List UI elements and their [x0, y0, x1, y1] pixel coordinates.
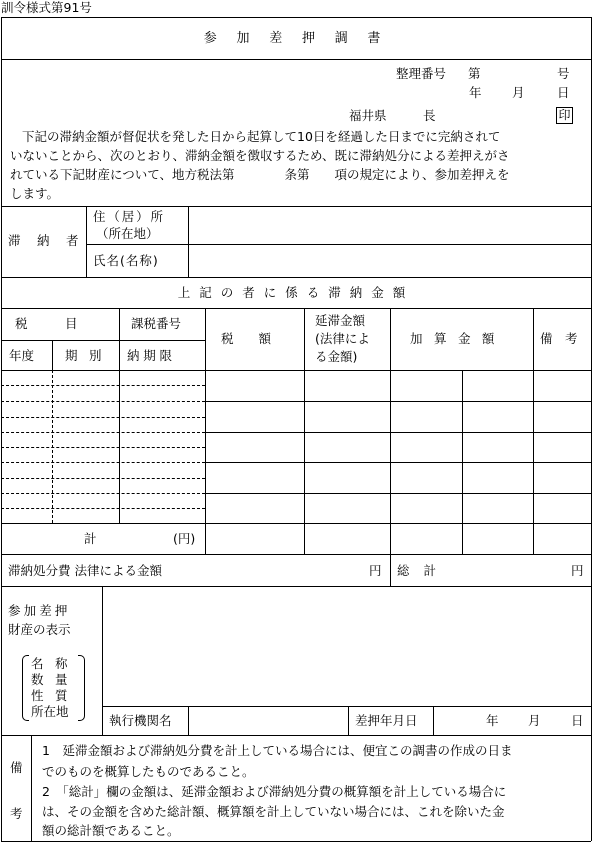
intro-line-3: れている下記財産について、地方税法第 条第 項の規定により、参加差押えを — [10, 167, 510, 182]
header-remarks: 備 考 — [540, 331, 578, 346]
property-name: 名 称 — [31, 656, 72, 671]
header-tax-number: 課税番号 — [131, 316, 182, 331]
header-late-fee-2: (法律によ — [315, 331, 370, 346]
note-2-line-2: は、その金額を含めた総計額、概算額を計上していない場合には、これを除いた金 — [42, 804, 505, 819]
ref-number-dai: 第 — [468, 66, 481, 81]
row-line-5 — [1, 523, 591, 524]
ref-number-label: 整理番号 — [396, 66, 447, 81]
frame-right — [591, 17, 592, 841]
header-add-amount: 加 算 金 額 — [410, 331, 499, 346]
line-below-property — [1, 735, 591, 736]
date-month: 月 — [512, 85, 525, 100]
frame-top — [1, 17, 591, 18]
date-day: 日 — [557, 85, 570, 100]
total-unit: (円) — [173, 531, 196, 546]
col-latefee-add — [390, 308, 391, 586]
note-1-line-2: でのものを概算したものであること。 — [42, 764, 255, 779]
address-label: 住（居）所 — [93, 209, 165, 224]
notes-label-divider — [31, 735, 32, 841]
header-late-fee-1: 延滞金額 — [315, 313, 366, 328]
name-label: 氏名(名称) — [93, 253, 159, 268]
dash-row-5a — [1, 508, 205, 509]
address-sublabel: （所在地） — [96, 226, 159, 241]
date-year: 年 — [469, 85, 482, 100]
total-label: 計 — [84, 531, 97, 546]
seizure-date-month: 月 — [528, 713, 541, 728]
grand-total-unit: 円 — [571, 563, 584, 578]
delinquent-label: 滞 納 者 — [8, 233, 85, 248]
line-below-section-title — [1, 308, 591, 309]
note-1-line-1: 1 延滞金額および滞納処分費を計上している場合には、便宜この調書の作成の日ま — [42, 743, 513, 758]
intro-line-1: 下記の滞納金額が督促状を発した日から起算して10日を経過した日までに完納されて — [22, 129, 501, 144]
property-label-1: 参加差押 — [8, 603, 71, 618]
date-label-left — [348, 706, 349, 735]
col-year-period — [52, 340, 53, 370]
dash-row-4a — [1, 478, 205, 479]
header-period: 期 別 — [65, 348, 106, 363]
agency-field[interactable] — [189, 707, 347, 734]
ref-number-go: 号 — [557, 66, 570, 81]
frame-bottom — [1, 841, 591, 842]
issuer-title: 長 — [423, 108, 436, 123]
dash-row-3a — [1, 447, 205, 448]
name-field[interactable] — [189, 245, 590, 276]
frame-left — [1, 17, 2, 841]
agency-label: 執行機関名 — [109, 713, 172, 728]
note-2-line-3: 額の総計額であること。 — [42, 823, 180, 838]
document-title: 参 加 差 押 調 書 — [203, 31, 389, 46]
line-header-mid — [1, 340, 205, 341]
issuer-name: 福井県 — [349, 108, 387, 123]
amount-section-title: 上記の者に係る滞納金額 — [177, 285, 415, 300]
address-field[interactable] — [189, 207, 590, 243]
header-tax-item: 税 目 — [15, 316, 78, 331]
line-below-total — [1, 554, 591, 555]
dash-row-4b — [1, 493, 205, 494]
fees-unit: 円 — [369, 563, 382, 578]
seal-box: 印 — [556, 107, 573, 124]
bracket-left — [22, 655, 29, 721]
property-description-field[interactable] — [103, 587, 590, 705]
grand-total-label: 総 計 — [397, 563, 441, 578]
notes-label-1: 備 — [10, 760, 23, 775]
dash-row-1b — [1, 401, 205, 402]
col-amount-latefee — [304, 308, 305, 554]
line-below-title — [1, 59, 591, 60]
delinquent-label-divider — [86, 206, 87, 277]
header-year: 年度 — [9, 348, 35, 363]
notes-label-2: 考 — [10, 806, 23, 821]
header-late-fee-3: る金額) — [315, 349, 358, 364]
property-location: 所在地 — [31, 704, 69, 719]
intro-line-4: します。 — [10, 186, 60, 201]
seizure-date-day: 日 — [571, 713, 584, 728]
line-below-header — [1, 370, 591, 371]
dash-row-1a — [1, 385, 205, 386]
line-below-delinquent — [1, 277, 591, 278]
col-add-split — [462, 370, 463, 554]
header-deadline: 納期限 — [127, 348, 176, 363]
col-add-remarks — [533, 308, 534, 554]
col-taxitem-taxno — [119, 308, 120, 523]
fees-label: 滞納処分費 法律による金額 — [8, 563, 162, 578]
header-tax-amount: 税 額 — [221, 331, 272, 346]
dash-row-2a — [1, 417, 205, 418]
property-label-2: 財産の表示 — [8, 622, 71, 637]
property-nature: 性 質 — [31, 688, 72, 703]
dash-year-period — [52, 370, 53, 523]
col-taxno-amount — [205, 308, 206, 554]
date-label-right — [433, 706, 434, 735]
seizure-date-label: 差押年月日 — [355, 713, 418, 728]
property-quantity: 数 量 — [31, 672, 72, 687]
bracket-right — [78, 655, 85, 721]
dash-row-3b — [1, 462, 205, 463]
seizure-date-year: 年 — [486, 713, 499, 728]
form-label: 訓令様式第91号 — [1, 0, 92, 15]
dash-row-2b — [1, 432, 205, 433]
note-2-line-1: 2 「総計」欄の金額は、延滞金額および滞納処分費の概算額を計上している場合に — [42, 784, 507, 799]
intro-line-2: いないことから、次のとおり、滞納金額を徴収するため、既に滞納処分による差押えがさ — [10, 148, 510, 163]
